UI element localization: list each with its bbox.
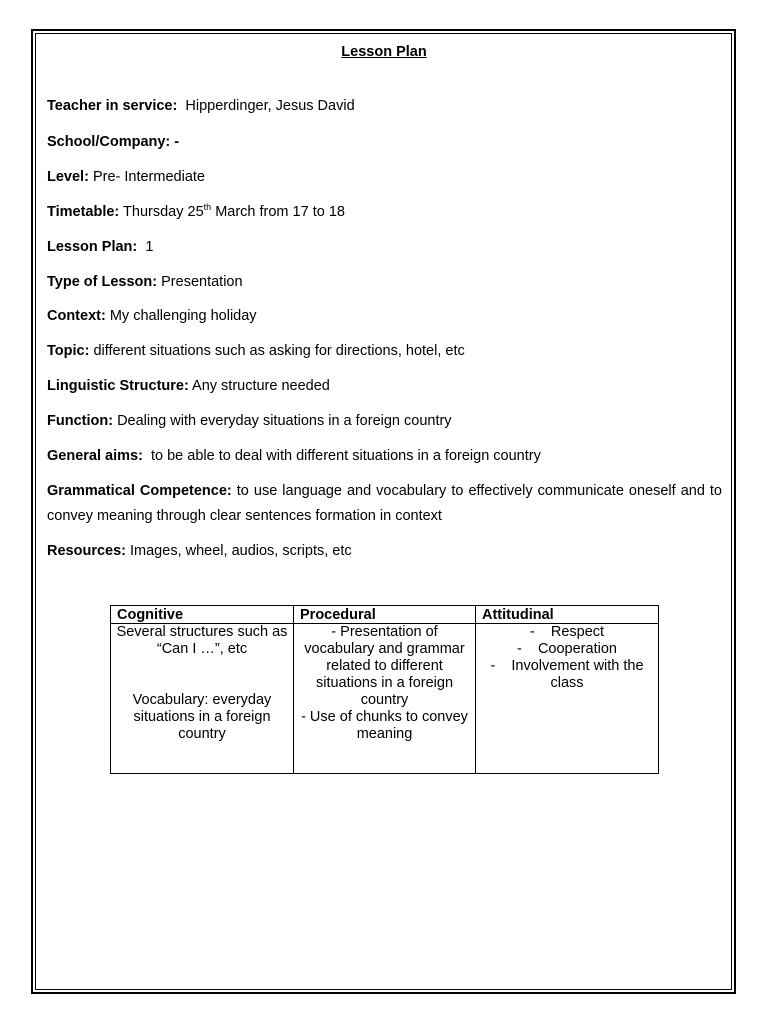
cell-cognitive <box>111 624 294 774</box>
cell-attitudinal <box>476 624 659 774</box>
field-linguistic-structure <box>47 374 722 399</box>
procedural-presentation: - Presentation of vocabulary and grammar related to different situations in a foreign country <box>304 624 465 708</box>
cognitive-vocabulary: Vocabulary: everyday situations in a foreign country <box>132 692 272 742</box>
field-value: Any structure needed <box>192 378 330 394</box>
attitudinal-item-involvement: - Involvement with the class <box>490 658 644 691</box>
field-school <box>47 130 722 155</box>
attitudinal-item-respect: - Respect <box>529 624 605 640</box>
field-teacher <box>47 94 722 119</box>
procedural-chunks: - Use of chunks to convey meaning <box>301 709 468 742</box>
field-label: Grammatical Competence: <box>47 483 232 499</box>
field-label: Function: <box>47 413 114 429</box>
field-function <box>47 409 722 434</box>
field-lesson-plan <box>47 235 722 260</box>
superscript: th <box>203 202 212 213</box>
field-general-aims <box>47 444 722 469</box>
field-value: to use language and vocabulary to effectively communicate oneself and to convey meaning through clear sentences formation in context <box>47 483 723 524</box>
header-attitudinal: Attitudinal <box>476 606 659 624</box>
field-value: Presentation <box>161 274 243 290</box>
field-label: Type of Lesson: <box>47 274 158 290</box>
cognitive-structures: Several structures such as “Can I …”, etc <box>116 624 288 657</box>
table-header-row <box>111 606 659 624</box>
field-value-continued: March from 17 to 18 <box>211 204 345 220</box>
field-timetable <box>47 200 722 225</box>
header-cognitive: Cognitive <box>111 606 294 624</box>
field-value: Hipperdinger, Jesus David <box>185 98 355 114</box>
field-value: Thursday 25 <box>123 204 204 220</box>
field-type-of-lesson <box>47 270 722 295</box>
field-resources <box>47 539 722 564</box>
cell-procedural <box>294 624 476 774</box>
field-label: Teacher in service: <box>47 98 178 114</box>
field-value: 1 <box>145 239 154 255</box>
field-value: to be able to deal with different situations in a foreign country <box>150 448 541 464</box>
competences-table <box>110 605 659 774</box>
field-label: Lesson Plan: <box>47 239 138 255</box>
field-value: Images, wheel, audios, scripts, etc <box>130 543 352 559</box>
field-label: Topic: <box>47 343 90 359</box>
field-value: Dealing with everyday situations in a foreign country <box>117 413 452 429</box>
field-label: School/Company: - <box>47 134 180 150</box>
field-label: Context: <box>47 308 106 324</box>
field-value: My challenging holiday <box>109 308 257 324</box>
header-procedural: Procedural <box>294 606 476 624</box>
field-label: Level: <box>47 169 89 185</box>
document-title: Lesson Plan <box>341 44 427 60</box>
attitudinal-item-cooperation: - Cooperation <box>517 641 617 657</box>
field-grammatical-competence <box>47 479 722 529</box>
table-row <box>111 624 659 774</box>
field-label: Resources: <box>47 543 126 559</box>
field-value: different situations such as asking for directions, hotel, etc <box>93 343 465 359</box>
field-value: Pre- Intermediate <box>92 169 205 185</box>
field-topic <box>47 339 722 364</box>
field-label: General aims: <box>47 448 143 464</box>
field-level <box>47 165 722 190</box>
field-label: Timetable: <box>47 204 120 220</box>
field-context <box>47 304 722 329</box>
field-label: Linguistic Structure: <box>47 378 189 394</box>
spacer <box>115 658 289 692</box>
